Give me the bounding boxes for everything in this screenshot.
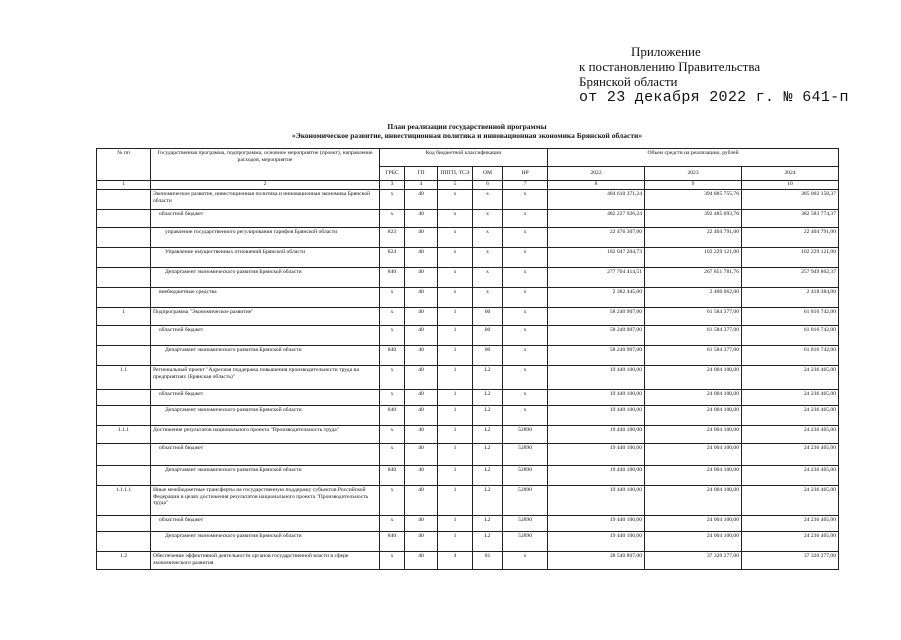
row-name: областной бюджет — [151, 390, 380, 406]
row-name: Достижение результатов национального проекта "Производительность труда" — [151, 426, 380, 444]
row-om: L2 — [473, 532, 503, 552]
row-name: Подпрограмма "Экономическое развитие" — [151, 308, 380, 326]
row-amount-2023: 61 584 377,00 — [645, 308, 742, 326]
row-nr: x — [503, 406, 548, 426]
row-amount-2023: 22 404 791,00 — [645, 228, 742, 248]
row-gp: 40 — [405, 532, 438, 552]
row-amount-2023: 24 004 100,00 — [645, 366, 742, 390]
row-amount-2023: 24 004 100,00 — [645, 516, 742, 532]
row-ppgp: x — [438, 288, 473, 308]
row-om: L2 — [473, 426, 503, 444]
row-om: L2 — [473, 406, 503, 426]
row-number — [97, 228, 151, 248]
column-index-cell: 1 — [97, 181, 151, 190]
row-name: Департамент экономического развития Брянской области — [151, 532, 380, 552]
row-ppgp: 1 — [438, 346, 473, 366]
row-name: областной бюджет — [151, 326, 380, 346]
row-grbs: x — [380, 308, 405, 326]
row-amount-2023: 24 004 100,00 — [645, 390, 742, 406]
row-nr: 52890 — [503, 486, 548, 516]
row-om: x — [473, 190, 503, 210]
row-name: Департамент экономического развития Брянской области — [151, 346, 380, 366]
row-amount-2022: 58 240 907,00 — [548, 308, 645, 326]
row-ppgp: 1 — [438, 390, 473, 406]
row-number — [97, 268, 151, 288]
row-number — [97, 516, 151, 532]
row-amount-2024: 257 949 862,37 — [742, 268, 839, 288]
row-gp: 40 — [405, 552, 438, 570]
header-year-2022: 2022 — [548, 167, 645, 181]
row-amount-2022: 19 440 100,00 — [548, 486, 645, 516]
plan-title-line2: «Экономическое развитие, инвестиционная политика и инновационная экономика Брянской области» — [291, 131, 643, 140]
row-ppgp: 1 — [438, 308, 473, 326]
row-grbs: 824 — [380, 248, 405, 268]
header-nr: НР — [503, 167, 548, 181]
header-annex: Приложение — [631, 44, 701, 59]
row-amount-2023: 24 004 100,00 — [645, 406, 742, 426]
row-name: Экономическое развитие, инвестиционная политика и инновационная экономика Брянской области — [151, 190, 380, 210]
header-ppgp: ППГП, ТСЭ — [438, 167, 473, 181]
row-ppgp: 1 — [438, 366, 473, 390]
row-gp: 40 — [405, 516, 438, 532]
row-name: Департамент экономического развития Брянской области — [151, 406, 380, 426]
plan-title-line1: План реализации государственной программы — [387, 122, 547, 131]
row-amount-2023: 24 004 100,00 — [645, 486, 742, 516]
row-grbs: x — [380, 426, 405, 444]
row-number: 1.2 — [97, 552, 151, 570]
row-amount-2024: 22 404 791,00 — [742, 228, 839, 248]
row-number — [97, 326, 151, 346]
row-number — [97, 444, 151, 466]
row-name: Региональный проект "Адресная поддержка повышения производительности труда на предприятиях (Брянская область)" — [151, 366, 380, 390]
row-gp: 40 — [405, 486, 438, 516]
row-gp: 40 — [405, 288, 438, 308]
row-amount-2022: 19 440 100,00 — [548, 516, 645, 532]
row-ppgp: x — [438, 268, 473, 288]
table-row — [97, 516, 839, 532]
table-row — [97, 228, 839, 248]
row-grbs: x — [380, 390, 405, 406]
row-amount-2022: 38 540 807,00 — [548, 552, 645, 570]
row-amount-2024: 24 236 465,00 — [742, 426, 839, 444]
row-number: 1.1.1.1 — [97, 486, 151, 516]
row-amount-2022: 482 227 926,24 — [548, 210, 645, 228]
row-amount-2023: 392 485 693,76 — [645, 210, 742, 228]
row-grbs: 840 — [380, 466, 405, 486]
row-number — [97, 390, 151, 406]
row-number — [97, 210, 151, 228]
header-region: Брянской области — [579, 74, 678, 89]
table-row — [97, 248, 839, 268]
row-amount-2024: 2 418 384,00 — [742, 288, 839, 308]
row-nr: x — [503, 366, 548, 390]
row-om: L2 — [473, 466, 503, 486]
row-gp: 40 — [405, 444, 438, 466]
row-ppgp: x — [438, 228, 473, 248]
row-om: x — [473, 288, 503, 308]
row-name: Департамент экономического развития Брянской области — [151, 268, 380, 288]
row-gp: 40 — [405, 326, 438, 346]
row-om: L2 — [473, 516, 503, 532]
row-amount-2024: 24 236 465,00 — [742, 466, 839, 486]
row-om: x — [473, 268, 503, 288]
row-gp: 40 — [405, 210, 438, 228]
row-grbs: x — [380, 486, 405, 516]
row-ppgp: 1 — [438, 516, 473, 532]
row-gp: 40 — [405, 228, 438, 248]
row-ppgp: 1 — [438, 426, 473, 444]
row-om: L2 — [473, 444, 503, 466]
header-gp: ГП — [405, 167, 438, 181]
column-index-row — [97, 181, 839, 190]
table-row — [97, 190, 839, 210]
header-year-2023: 2023 — [645, 167, 742, 181]
row-name: Обеспечение эффективной деятельности органов государственной власти в сфере экономического развития — [151, 552, 380, 570]
table-row — [97, 444, 839, 466]
row-grbs: x — [380, 288, 405, 308]
row-amount-2023: 24 004 100,00 — [645, 444, 742, 466]
row-nr: x — [503, 268, 548, 288]
row-name: областной бюджет — [151, 444, 380, 466]
plan-title — [96, 122, 838, 140]
row-gp: 40 — [405, 346, 438, 366]
plan-table-body — [97, 190, 839, 570]
row-amount-2022: 484 610 371,24 — [548, 190, 645, 210]
row-amount-2022: 19 440 100,00 — [548, 532, 645, 552]
row-ppgp: 1 — [438, 326, 473, 346]
row-name: внебюджетные средства — [151, 288, 380, 308]
row-om: x — [473, 228, 503, 248]
row-om: 00 — [473, 346, 503, 366]
row-om: x — [473, 210, 503, 228]
row-gp: 40 — [405, 466, 438, 486]
row-amount-2022: 19 440 100,00 — [548, 406, 645, 426]
row-amount-2022: 19 440 100,00 — [548, 366, 645, 390]
row-name: управление государственного регулирования тарифов Брянской области — [151, 228, 380, 248]
table-row — [97, 268, 839, 288]
row-amount-2023: 24 004 100,00 — [645, 426, 742, 444]
row-amount-2023: 61 584 377,00 — [645, 326, 742, 346]
table-row — [97, 366, 839, 390]
row-number: 1 — [97, 308, 151, 326]
table-row — [97, 390, 839, 406]
row-grbs: x — [380, 552, 405, 570]
header-funding: Объем средств на реализацию, рублей — [548, 149, 839, 167]
row-number — [97, 532, 151, 552]
table-row — [97, 346, 839, 366]
row-nr: x — [503, 326, 548, 346]
row-gp: 40 — [405, 190, 438, 210]
row-number — [97, 466, 151, 486]
row-ppgp: x — [438, 248, 473, 268]
row-nr: x — [503, 308, 548, 326]
row-om: 00 — [473, 326, 503, 346]
row-amount-2023: 24 004 100,00 — [645, 466, 742, 486]
row-nr: 52890 — [503, 444, 548, 466]
row-amount-2024: 61 816 742,00 — [742, 308, 839, 326]
row-amount-2024: 24 236 465,00 — [742, 486, 839, 516]
row-nr: x — [503, 190, 548, 210]
row-grbs: 840 — [380, 532, 405, 552]
row-grbs: x — [380, 190, 405, 210]
row-amount-2023: 2 400 062,00 — [645, 288, 742, 308]
column-index-cell: 9 — [645, 181, 742, 190]
row-amount-2024: 37 320 277,00 — [742, 552, 839, 570]
header-decree-date-number: от 23 декабря 2022 г. № 641-п — [579, 89, 849, 106]
row-ppgp: 1 — [438, 466, 473, 486]
row-om: 00 — [473, 308, 503, 326]
row-nr: x — [503, 228, 548, 248]
document-header — [579, 44, 879, 105]
row-gp: 40 — [405, 248, 438, 268]
row-amount-2024: 61 816 742,00 — [742, 346, 839, 366]
row-gp: 40 — [405, 390, 438, 406]
column-index-cell: 4 — [405, 181, 438, 190]
row-amount-2022: 58 240 907,00 — [548, 326, 645, 346]
row-nr: x — [503, 390, 548, 406]
row-nr: 52890 — [503, 466, 548, 486]
row-ppgp: x — [438, 210, 473, 228]
row-om: 01 — [473, 552, 503, 570]
row-amount-2023: 267 851 781,76 — [645, 268, 742, 288]
table-row — [97, 486, 839, 516]
row-amount-2024: 385 002 158,37 — [742, 190, 839, 210]
header-num: № пп — [97, 149, 151, 181]
table-row — [97, 406, 839, 426]
row-amount-2023: 102 229 121,00 — [645, 248, 742, 268]
row-nr: 52890 — [503, 426, 548, 444]
row-amount-2022: 19 440 100,00 — [548, 426, 645, 444]
row-grbs: x — [380, 326, 405, 346]
row-grbs: x — [380, 516, 405, 532]
table-row — [97, 288, 839, 308]
row-grbs: x — [380, 366, 405, 390]
header-budget-code: Код бюджетной классификации — [380, 149, 548, 167]
table-row — [97, 308, 839, 326]
row-grbs: 823 — [380, 228, 405, 248]
row-amount-2022: 2 382 445,00 — [548, 288, 645, 308]
table-row — [97, 326, 839, 346]
row-ppgp: 1 — [438, 532, 473, 552]
column-index-cell: 8 — [548, 181, 645, 190]
row-ppgp: 1 — [438, 486, 473, 516]
row-amount-2022: 58 240 907,00 — [548, 346, 645, 366]
row-amount-2022: 19 440 100,00 — [548, 466, 645, 486]
header-grbs: ГРБС — [380, 167, 405, 181]
row-number — [97, 346, 151, 366]
row-amount-2022: 19 440 100,00 — [548, 444, 645, 466]
row-nr: x — [503, 248, 548, 268]
header-resolution: к постановлению Правительства — [579, 59, 761, 74]
row-amount-2022: 182 047 204,73 — [548, 248, 645, 268]
row-name: Иные межбюджетные трансферты на государственную поддержку субъектов Российской Федерации в целях достижения результатов национального проекта "Производительность труда" — [151, 486, 380, 516]
row-amount-2024: 24 236 465,00 — [742, 516, 839, 532]
row-number — [97, 406, 151, 426]
row-name: Управление имущественных отношений Брянской области — [151, 248, 380, 268]
row-number — [97, 190, 151, 210]
row-number: 1.1.1 — [97, 426, 151, 444]
row-amount-2024: 24 236 465,00 — [742, 390, 839, 406]
table-row — [97, 210, 839, 228]
column-index-cell: 7 — [503, 181, 548, 190]
row-number — [97, 288, 151, 308]
row-name: Департамент экономического развития Брянской области — [151, 466, 380, 486]
row-nr: x — [503, 346, 548, 366]
row-amount-2024: 24 236 465,00 — [742, 366, 839, 390]
column-index-cell: 6 — [473, 181, 503, 190]
row-amount-2022: 22 476 307,00 — [548, 228, 645, 248]
row-gp: 40 — [405, 366, 438, 390]
table-row — [97, 552, 839, 570]
row-om: L2 — [473, 486, 503, 516]
row-amount-2022: 277 704 414,51 — [548, 268, 645, 288]
row-ppgp: 1 — [438, 444, 473, 466]
row-gp: 40 — [405, 406, 438, 426]
row-nr: 52890 — [503, 516, 548, 532]
column-index-cell: 5 — [438, 181, 473, 190]
row-amount-2022: 19 440 100,00 — [548, 390, 645, 406]
table-row — [97, 426, 839, 444]
row-grbs: x — [380, 210, 405, 228]
header-om: ОМ — [473, 167, 503, 181]
column-index-cell: 3 — [380, 181, 405, 190]
column-index-cell: 2 — [151, 181, 380, 190]
row-grbs: 840 — [380, 406, 405, 426]
header-year-2024: 2024 — [742, 167, 839, 181]
row-nr: 52890 — [503, 532, 548, 552]
row-number — [97, 248, 151, 268]
row-amount-2023: 24 004 100,00 — [645, 532, 742, 552]
row-name: областной бюджет — [151, 516, 380, 532]
row-nr: x — [503, 210, 548, 228]
row-amount-2024: 102 229 121,00 — [742, 248, 839, 268]
table-row — [97, 532, 839, 552]
row-ppgp: x — [438, 190, 473, 210]
row-gp: 40 — [405, 308, 438, 326]
row-grbs: x — [380, 444, 405, 466]
plan-table — [96, 148, 839, 570]
row-om: x — [473, 248, 503, 268]
row-amount-2023: 61 584 377,00 — [645, 346, 742, 366]
row-amount-2024: 24 236 465,00 — [742, 406, 839, 426]
row-ppgp: 1 — [438, 406, 473, 426]
header-name: Государственная программа, подпрограмма, основное мероприятие (проект), направление расходов, мероприятие — [151, 149, 380, 181]
row-amount-2024: 24 236 465,00 — [742, 532, 839, 552]
row-amount-2023: 37 320 277,00 — [645, 552, 742, 570]
row-gp: 40 — [405, 268, 438, 288]
row-number: 1.1 — [97, 366, 151, 390]
row-amount-2024: 382 583 774,37 — [742, 210, 839, 228]
row-om: L2 — [473, 390, 503, 406]
table-row — [97, 466, 839, 486]
row-nr: x — [503, 288, 548, 308]
row-gp: 40 — [405, 426, 438, 444]
row-grbs: 840 — [380, 346, 405, 366]
row-name: областной бюджет — [151, 210, 380, 228]
row-grbs: 840 — [380, 268, 405, 288]
column-index-cell: 10 — [742, 181, 839, 190]
row-ppgp: 4 — [438, 552, 473, 570]
row-om: L2 — [473, 366, 503, 390]
row-amount-2024: 61 816 742,00 — [742, 326, 839, 346]
row-amount-2024: 24 236 465,00 — [742, 444, 839, 466]
row-nr: x — [503, 552, 548, 570]
row-amount-2023: 394 885 755,76 — [645, 190, 742, 210]
